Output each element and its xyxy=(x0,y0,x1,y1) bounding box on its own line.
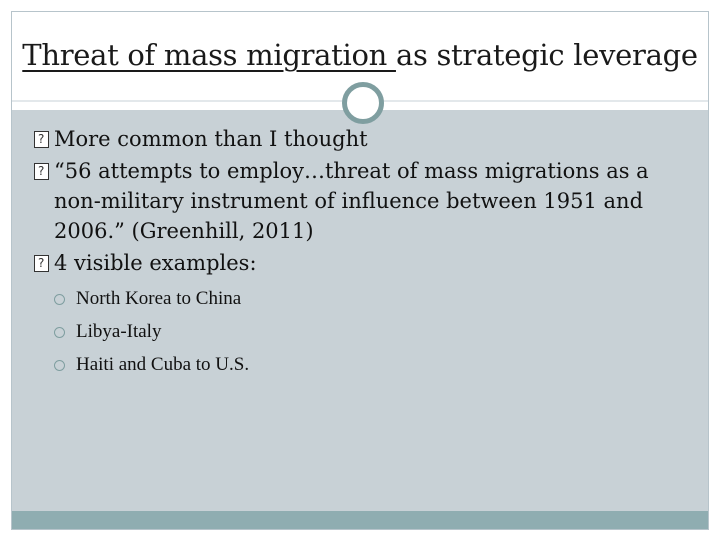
slide xyxy=(11,11,709,530)
circle-ring-icon xyxy=(342,82,384,124)
bullet-text: More common than I thought xyxy=(54,127,368,151)
ring-icon xyxy=(54,294,65,305)
sub-bullet-item xyxy=(34,282,694,315)
missing-glyph-icon xyxy=(34,131,49,148)
bullet-item xyxy=(34,156,694,246)
bullet-item xyxy=(34,248,694,278)
sub-bullet-text: Libya-Italy xyxy=(76,321,162,342)
bullet-list xyxy=(34,124,694,381)
sub-bullet-item xyxy=(34,348,694,381)
bullet-text: “56 attempts to employ…threat of mass migrations as a non-military instrument of influence between 1951 and 2006.” (Greenhill, 2011) xyxy=(54,159,649,243)
missing-glyph-icon xyxy=(34,255,49,272)
slide-title-underlined: Threat of mass migration xyxy=(22,38,396,72)
sub-bullet-text: North Korea to China xyxy=(76,288,242,309)
slide-title-rest: as strategic leverage xyxy=(395,38,698,72)
ring-icon xyxy=(54,360,65,371)
footer-bar xyxy=(12,511,708,529)
missing-glyph-icon xyxy=(34,163,49,180)
sub-bullet-item xyxy=(34,315,694,348)
ring-icon xyxy=(54,327,65,338)
sub-bullet-text: Haiti and Cuba to U.S. xyxy=(76,354,250,375)
bullet-item xyxy=(34,124,694,154)
sub-bullet-list xyxy=(34,282,694,381)
slide-title xyxy=(12,38,708,72)
bullet-text: 4 visible examples: xyxy=(54,251,257,275)
